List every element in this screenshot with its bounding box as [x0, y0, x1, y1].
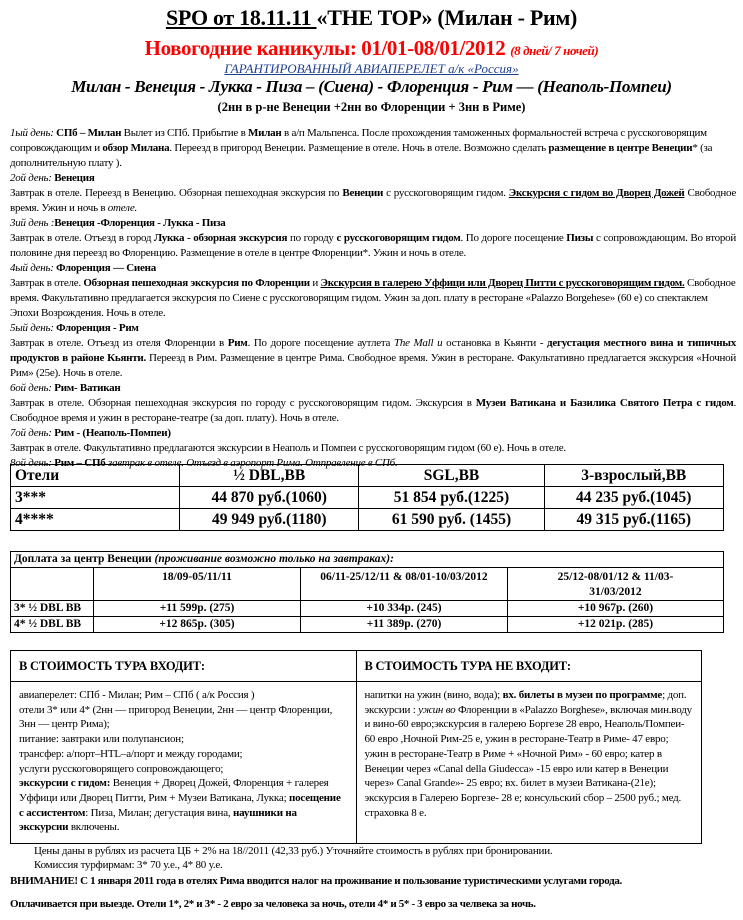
- included-hotels: отели 3* или 4* (2нн — пригород Венеции, 2нн — центр Флоренции, 3нн — центр Рима);: [19, 703, 333, 731]
- day-1-text: 1ый день: СПб – Милан Вылет из СПб. Прибытие в Милан в а/п Мальпенса. После прохождения таможенных формальностей встреча с русскоговорящим сопровождающим и обзор Милана. Переезд в пригород Венеции. Размещение в отеле. Ночь в отеле. Возможно сделать размещение в центре Венеции* (за дополнительную плату ).: [10, 127, 713, 169]
- room-type: 3* ½ DBL BB: [11, 601, 94, 617]
- day-3-text: Завтрак в отеле. Отъезд в город Лукка - обзорная экскурсия по городу с русскоговорящим гидом. По дороге посещение Пизы с сопровождающим. Во второй половине дня переезд во Флоренцию. Размещение в отеле в центре Флоренции*. Ужин и ночь в отеле.: [10, 232, 737, 259]
- table-row: [11, 509, 724, 531]
- price-cell: 49 315 руб.(1165): [544, 509, 723, 531]
- supplement-cell: +11 389р. (270): [301, 617, 508, 633]
- inclusions-body-row: [11, 682, 702, 844]
- day-4-heading: 4ый день: Флоренция — Сиена: [10, 262, 156, 274]
- included-flight: авиаперелет: СПб - Милан; Рим – СПб ( а/к Россия ): [19, 689, 255, 701]
- included-list: [11, 682, 357, 844]
- included-excursions: экскурсии с гидом: Венеция + Дворец Дожей, Флоренция + галерея Уффици или Дворец Питти, Рим + Музеи Ватикана, Лукка; посещение с ассистентом: Пиза, Милан; дегустация вина, наушники на экскурсии включены.: [19, 777, 341, 834]
- empty-cell: [11, 568, 94, 601]
- table-row: [11, 487, 724, 509]
- itinerary: [10, 126, 736, 471]
- included-meals: питание: завтраки или полупансион;: [19, 733, 184, 746]
- price-cell: 44 870 руб.(1060): [180, 487, 359, 509]
- supplement-cell: +12 865р. (305): [94, 617, 301, 633]
- day-5-heading: 5ый день: Флоренция - Рим: [10, 322, 139, 334]
- header-sgl: SGL,BB: [359, 465, 544, 487]
- supplement-periods-row: [11, 568, 724, 601]
- supplement-cell: +11 599р. (275): [94, 601, 301, 617]
- tax-warning: ВНИМАНИЕ! С 1 января 2011 года в отелях Рима вводится налог на проживание и пользование туристическими услугами города.: [10, 875, 622, 887]
- holiday-heading: [0, 35, 743, 64]
- header-triple: 3-взрослый,BB: [544, 465, 723, 487]
- title-spo-date: SPO от 18.11.11: [165, 5, 317, 30]
- route: Милан - Венеция - Лукка - Пиза – (Сиена) - Флоренция - Рим — (Неаполь-Помпеи): [71, 77, 672, 96]
- price-table-header: [11, 465, 724, 487]
- day-7-text: Завтрак в отеле. Факультативно предлагаются экскурсии в Неаполь и Помпеи с русскоговорящим гидом (60 е). Ночь в отеле.: [10, 442, 566, 454]
- not-included-list: [356, 682, 702, 844]
- supplement-title: Доплата за центр Венеции (проживание возможно только на завтраках):: [11, 552, 724, 568]
- inclusions-header-row: [11, 651, 702, 682]
- day-2-text: Завтрак в отеле. Переезд в Венецию. Обзорная пешеходная экскурсия по Венеции с русскоговорящим гидом. Экскурсия с гидом во Дворец Дожей Свободное время. Ужин и ночь в отеле.: [10, 187, 736, 214]
- supplement-cell: +10 334р. (245): [301, 601, 508, 617]
- header-half-dbl: ½ DBL,BB: [180, 465, 359, 487]
- supplement-cell: +10 967р. (260): [508, 601, 724, 617]
- day-2-heading: 2ой день: Венеция: [10, 172, 95, 184]
- supplement-cell: +12 021р. (285): [508, 617, 724, 633]
- day-6-text: Завтрак в отеле. Обзорная пешеходная экскурсия по городу с русскоговорящим гидом. Экскурсия в Музеи Ватикана и Базилика Святого Петра с гидом. Свободное время и ужин в ресторане-театре (за доп. плату). Ночь в отеле.: [10, 397, 737, 424]
- day-5-text: Завтрак в отеле. Отъезд из отеля Флоренции в Рим. По дороге посещение аутлета The Mall и остановка в Кьянти - дегустация местного вина и типичных продуктов в районе Кьянти. Переезд в Рим. Размещение в центре Рима. Свободное время. Ужин в ресторане. Факультативно предлагается экскурсия «Ночной Рим» (25е). Ночь в отеле.: [10, 337, 736, 379]
- nights-breakdown: (2нн в р-не Венеции +2нн во Флоренции + 3нн в Риме): [217, 100, 526, 114]
- price-table: [10, 464, 724, 531]
- period-cell: 18/09-05/11/11: [94, 568, 301, 601]
- period-cell: 25/12-08/01/12 & 11/03-31/03/2012: [508, 568, 724, 601]
- price-cell: 49 949 руб.(1180): [180, 509, 359, 531]
- day-3-heading: 3ий день :Венеция -Флоренция - Лукка - Пиза: [10, 217, 226, 229]
- tax-details: Оплачивается при выезде. Отели 1*, 2* и 3* - 2 евро за человека за ночь, отели 4* и 5* - 3 евро за челвека за ночь.: [10, 898, 536, 910]
- not-included-title: В СТОИМОСТЬ ТУРА НЕ ВХОДИТ:: [356, 651, 702, 682]
- included-escort: услуги русскоговорящего сопровождающего;: [19, 762, 224, 775]
- day-4-text: Завтрак в отеле. Обзорная пешеходная экскурсия по Флоренции и Экскурсия в галерею Уффици или Дворец Питти с русскоговорящим гидом. Свободное время. Факультативно предлагается экскурсия по Сиене с русскоговорящим гидом. Ужин за доп. плату в ресторане «Palazzo Borgehese» (60 е) со спектаклем Эпохи Возрождения. Ночь в отеле.: [10, 277, 736, 319]
- holiday-duration: (8 дней/ 7 ночей): [510, 43, 599, 58]
- hotel-category: 3***: [11, 487, 180, 509]
- day-6-heading: 6ой день: Рим- Ватикан: [10, 382, 121, 394]
- table-row: [11, 617, 724, 633]
- day-8-text: 8ой день: Рим – СПб завтрак в отеле. Отъезд в аэропорт Рима. Отправление в СПб.: [10, 457, 398, 469]
- holiday-dates: Новогодние каникулы: 01/01-08/01/2012: [144, 36, 511, 60]
- hotel-category: 4****: [11, 509, 180, 531]
- document-title: [0, 4, 743, 32]
- guaranteed-flight: ГАРАНТИРОВАННЫЙ АВИАПЕРЕЛЕТ а/к «Россия»: [224, 61, 519, 76]
- venice-supplement-table: [10, 551, 724, 633]
- not-included-text: напитки на ужин (вино, вода); вх. билеты в музеи по программе; доп. экскурсии : ужин во Флоренции в «Palazzo Borghese», включая мин.воду и вино-60 евро;экскурсия в галерею Боргезе 28 евро, Неаполь/Помпеи- 60 евро ,Ночной Рим-25 е, ужин в ресторане-Театр в Риме- 47 евро; ужин в ресторане-Театр в Риме + «Ночной Рим» - 60 евро; катер в Венеции через «Canal della Giudecca» -15 евро или катер в Венеции через» Canal Grande»- 25 евро; вх. билет в музеи Ватикана-(21е); экскурсия в Галерею Боргезе- 28 е; консульский сбор – 2500 руб.; мед. страховка 8 е.: [364, 689, 692, 819]
- commission-note: Комиссия турфирмам: 3* 70 у.е., 4* 80 у.е.: [34, 859, 223, 871]
- table-row: [11, 601, 724, 617]
- supplement-title-row: [11, 552, 724, 568]
- included-transfer: трансфер: а/порт–HTL–а/порт и между городами;: [19, 747, 243, 760]
- price-note: Цены даны в рублях из расчета ЦБ + 2% на 18//2011 (42,33 руб.) Уточняйте стоимость в рублях при бронировании.: [34, 845, 553, 857]
- price-cell: 44 235 руб.(1045): [544, 487, 723, 509]
- inclusions-table: [10, 650, 702, 844]
- price-cell: 51 854 руб.(1225): [359, 487, 544, 509]
- room-type: 4* ½ DBL BB: [11, 617, 94, 633]
- title-tour-name: «THE TOP» (Милан - Рим): [316, 5, 578, 30]
- price-cell: 61 590 руб. (1455): [359, 509, 544, 531]
- header-hotels: Отели: [11, 465, 180, 487]
- period-cell: 06/11-25/12/11 & 08/01-10/03/2012: [301, 568, 508, 601]
- day-7-heading: 7ой день: Рим - (Неаполь-Помпеи): [10, 427, 171, 439]
- included-title: В СТОИМОСТЬ ТУРА ВХОДИТ:: [11, 651, 357, 682]
